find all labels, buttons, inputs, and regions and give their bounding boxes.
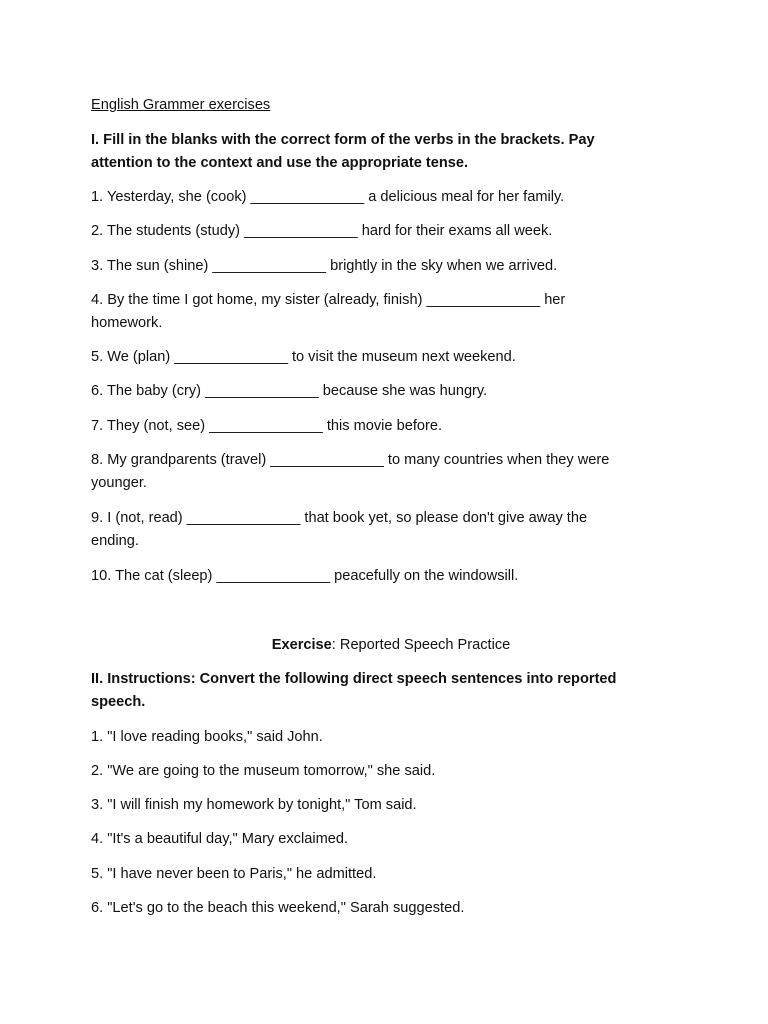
exercise-item-9-line1: 9. I (not, read) ______________ that book yet, so please don't give away the [91,510,588,526]
speech-item-6: 6. "Let's go to the beach this weekend," Sarah suggested. [91,900,465,916]
document-title: English Grammer exercises [91,97,271,113]
speech-item-3: 3. "I will finish my homework by tonight," Tom said. [91,797,417,813]
section1-instructions-line2: attention to the context and use the appropriate tense. [91,155,469,171]
speech-item-1: 1. "I love reading books," said John. [91,729,323,745]
exercise-item-2: 2. The students (study) ______________ hard for their exams all week. [91,223,553,239]
exercise-item-7: 7. They (not, see) ______________ this movie before. [91,418,443,434]
exercise-item-5: 5. We (plan) ______________ to visit the museum next weekend. [91,349,516,365]
section2-heading-bold: Exercise [271,637,332,653]
section2-heading [91,635,691,655]
section2-heading-rest: : Reported Speech Practice [331,637,511,653]
exercise-item-8-line2: younger. [91,475,147,491]
speech-item-4: 4. "It's a beautiful day," Mary exclaimed. [91,831,349,847]
exercise-item-4-line1: 4. By the time I got home, my sister (already, finish) ______________ her [91,292,566,308]
speech-item-2: 2. "We are going to the museum tomorrow," she said. [91,763,436,779]
section2-instructions-line2: speech. [91,694,146,710]
exercise-item-4-line2: homework. [91,315,163,331]
speech-item-5: 5. "I have never been to Paris," he admitted. [91,866,377,882]
section2-instructions-line1: II. Instructions: Convert the following direct speech sentences into reported [91,671,617,687]
exercise-item-10: 10. The cat (sleep) ______________ peacefully on the windowsill. [91,568,519,584]
exercise-item-9-line2: ending. [91,533,139,549]
exercise-item-6: 6. The baby (cry) ______________ because she was hungry. [91,383,488,399]
section1-instructions-line1: I. Fill in the blanks with the correct form of the verbs in the brackets. Pay [91,132,595,148]
exercise-item-3: 3. The sun (shine) ______________ brightly in the sky when we arrived. [91,258,558,274]
exercise-item-8-line1: 8. My grandparents (travel) ______________ to many countries when they were [91,452,610,468]
exercise-item-1: 1. Yesterday, she (cook) ______________ a delicious meal for her family. [91,189,565,205]
